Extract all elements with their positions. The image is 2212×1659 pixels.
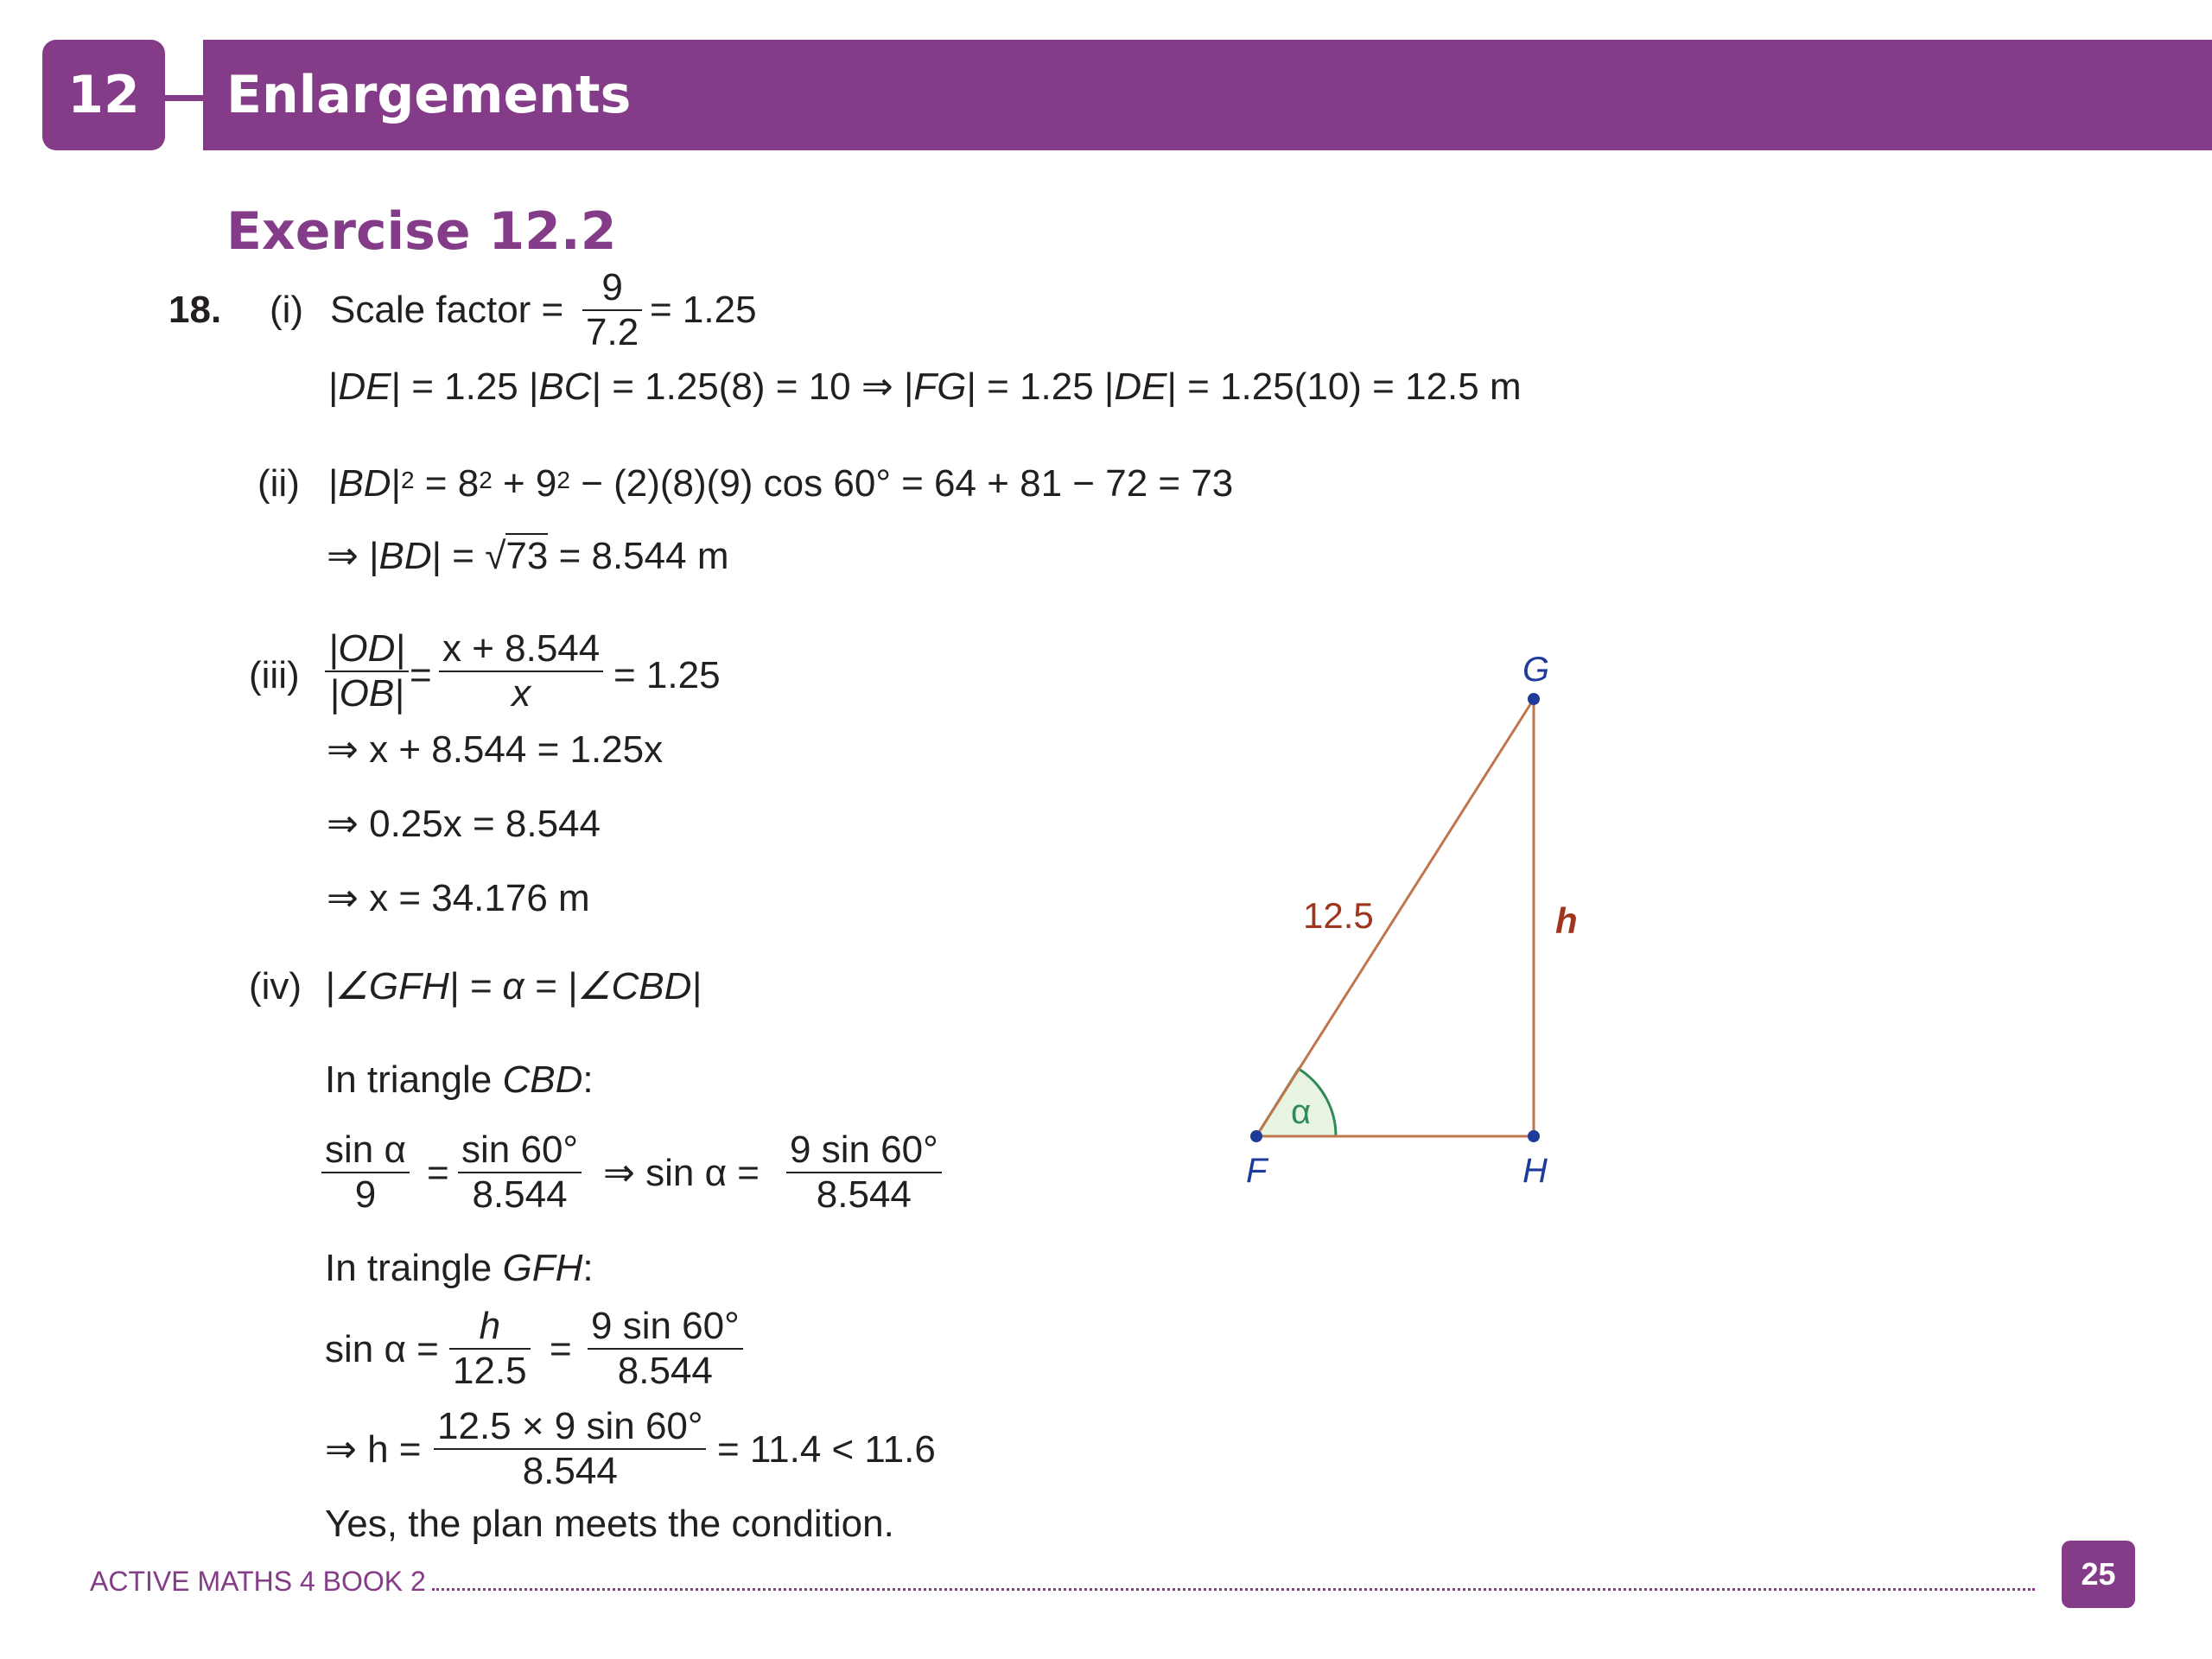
fraction-numerator: 12.5 × 9 sin 60° [434,1405,706,1450]
part-i-label: (i) [270,289,304,331]
equals-sign: = [550,1328,572,1370]
implies-sin-alpha: ⇒ sin α = [603,1152,760,1194]
fraction-denominator: 8.544 [522,1450,618,1492]
part-ii-line1: $|BD|^2 = 8^2 + 9^2 - (2)(8)(9)$ cos 60° = 64 + 81 − 72 = 73 [328,462,1234,505]
triangle-gfh-heading: In traingle GFH: [325,1247,594,1289]
sine-rule-fraction-1 [321,1128,410,1217]
sin-alpha-equals: sin α = [325,1328,439,1370]
fraction-numerator: sin 60° [458,1128,582,1173]
implies-h: ⇒ h = [325,1428,422,1471]
fraction-denominator: 8.544 [472,1173,568,1216]
sin-alpha-value-fraction [588,1305,743,1393]
chapter-number: 12 [42,40,165,150]
sine-rule-fraction-2 [458,1128,582,1217]
part-iv-angle-line: |∠GFH| = α = |∠CBD| [325,965,702,1007]
fraction-numerator: |OD| [325,627,409,672]
part-iii-result: = 1.25 [613,654,721,696]
vertex-g-point [1528,693,1540,705]
equals-sign: = [410,654,432,696]
x-fraction [439,627,603,715]
fraction-denominator: 8.544 [816,1173,912,1216]
part-iii-line2: ⇒ x + 8.544 = 1.25x [327,728,664,771]
sine-rule-fraction-3 [786,1128,942,1217]
vertex-f-label: F [1246,1152,1268,1190]
scale-factor-fraction [582,266,642,354]
od-ob-fraction [325,627,409,715]
angle-alpha-label: α [1291,1093,1312,1131]
fraction-denominator: 7.2 [586,311,639,353]
triangle-cbd-heading: In triangle CBD: [325,1058,594,1101]
chapter-title: Enlargements [226,65,632,125]
h-over-hyp-fraction [449,1305,531,1393]
header-connector [164,95,204,101]
vertex-g-label: G [1522,651,1550,689]
fraction-numerator: 9 sin 60° [786,1128,942,1173]
part-iv-label: (iv) [249,965,302,1007]
h-calculation-fraction [434,1405,706,1493]
footer-book-title: ACTIVE MATHS 4 BOOK 2 [90,1566,426,1597]
part-ii-label: (ii) [257,462,300,505]
part-iii-label: (iii) [249,654,300,696]
fraction-numerator: h [449,1305,531,1350]
footer-dotted-rule [432,1588,2035,1591]
question-number: 18. [168,289,222,331]
vertex-f-point [1250,1130,1262,1142]
fraction-numerator: x + 8.544 [439,627,603,672]
page-number: 25 [2062,1541,2135,1608]
fraction-denominator: 9 [354,1173,377,1216]
hypotenuse-length-label: 12.5 [1303,895,1374,936]
fraction-denominator: |OB| [329,672,404,715]
part-iii-line4: ⇒ x = 34.176 m [327,877,590,919]
fraction-numerator: 9 [582,266,642,311]
part-ii-line2: ⇒ |BD| = √73 = 8.544 m [327,535,729,577]
vertex-h-point [1528,1130,1540,1142]
fraction-denominator: 12.5 [453,1350,527,1392]
triangle-diagram [1210,639,1624,1201]
vertex-h-label: H [1522,1152,1548,1190]
fraction-denominator: 8.544 [617,1350,713,1392]
hypotenuse-fg [1256,699,1534,1136]
side-h-label: h [1555,900,1578,941]
conclusion: Yes, the plan meets the condition. [325,1503,894,1545]
scale-factor-result: = 1.25 [650,289,757,331]
fraction-numerator: 9 sin 60° [588,1305,743,1350]
fraction-denominator: x [512,672,531,715]
part-iii-line3: ⇒ 0.25x = 8.544 [327,803,601,845]
exercise-title: Exercise 12.2 [226,201,617,262]
scale-factor-label: Scale factor = [330,289,564,331]
fraction-numerator: sin α [321,1128,410,1173]
part-i-line2: |DE| = 1.25 |BC| = 1.25(8) = 10 ⇒ |FG| = 1.25 |DE| = 1.25(10) = 12.5 m [328,365,1522,408]
h-result: = 11.4 < 11.6 [717,1428,936,1471]
equals-sign: = [427,1152,449,1194]
